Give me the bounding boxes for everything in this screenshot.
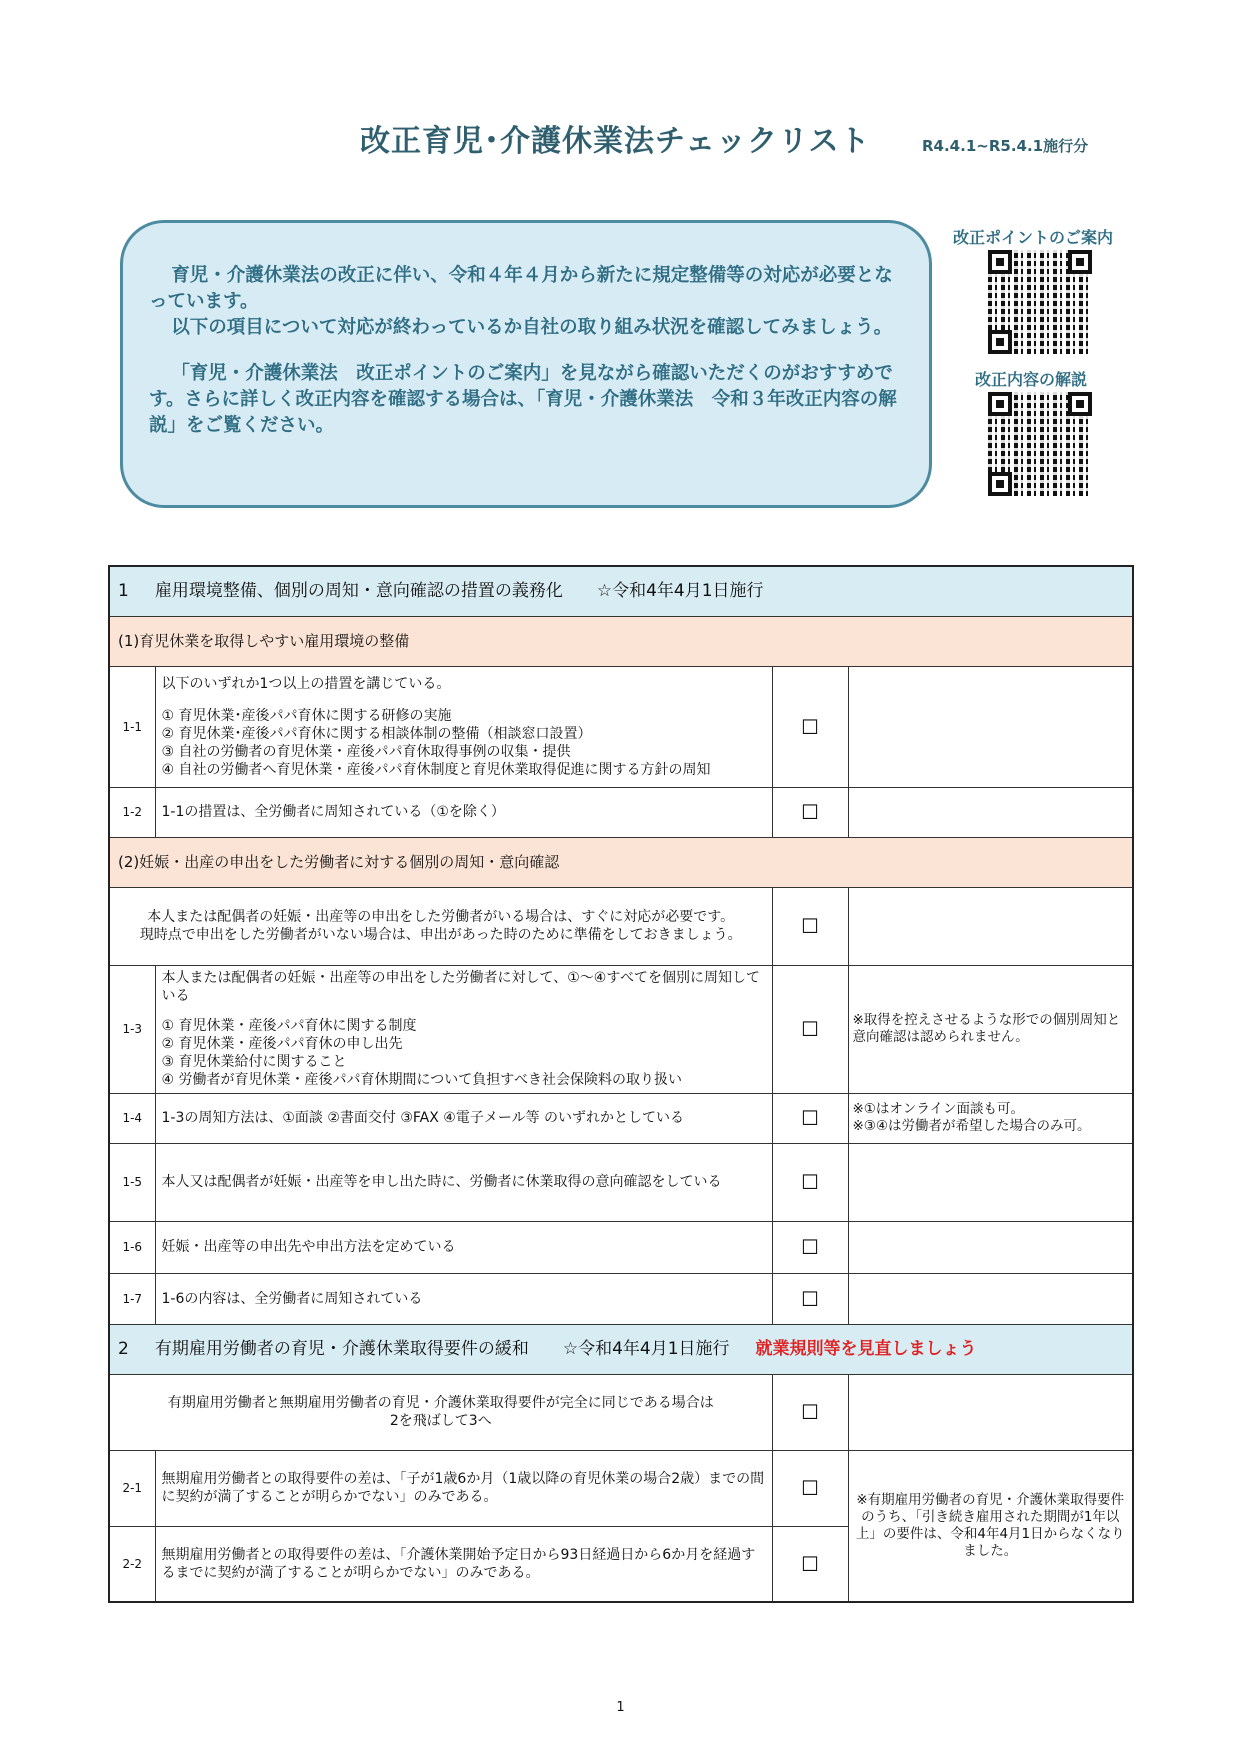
- shared-note: ※有期雇用労働者の育児・介護休業取得要件のうち、「引き続き雇用された期間が1年以上」の要件は、令和4年4月1日からなくなりました。: [848, 1450, 1133, 1602]
- checkbox[interactable]: ☐: [772, 787, 848, 837]
- page-number: 1: [616, 1700, 625, 1715]
- note-cell: [848, 1221, 1133, 1273]
- table-row: [109, 1450, 1133, 1526]
- item-line: ② 育児休業・産後パパ育休の申し出先: [161, 1036, 403, 1052]
- section-title: 有期雇用労働者の育児・介護休業取得要件の緩和: [154, 1339, 529, 1359]
- item-line: ④ 自社の労働者へ育児休業・産後パパ育休制度と育児休業取得促進に関する方針の周知: [161, 761, 711, 778]
- table-row: [109, 965, 1133, 1093]
- intro-paragraph-3: 「育児・介護休業法 改正ポイントのご案内」を見ながら確認いただくのがおすすめです。さらに詳しく改正内容を確認する場合は、「育児・介護休業法 令和３年改正内容の解説」をご覧ください。: [149, 363, 897, 436]
- item-lead: 本人または配偶者の妊娠・出産等の申出をした労働者に対して、①～④すべてを個別に周知している: [161, 970, 761, 1004]
- checkbox[interactable]: ☐: [772, 1526, 848, 1602]
- page-title: 改正育児･介護休業法チェックリスト: [360, 124, 871, 159]
- table-row: [109, 787, 1133, 837]
- item-line: ③ 自社の労働者の育児休業・産後パパ育休取得事例の収集・提供: [161, 743, 571, 760]
- note-cell: [848, 1273, 1133, 1324]
- note-cell: [848, 666, 1133, 787]
- subsection-2-header: [109, 837, 1133, 887]
- item-text: [155, 666, 772, 787]
- checkbox[interactable]: ☐: [772, 1374, 848, 1450]
- section-date: ☆令和4年4月1日施行: [596, 581, 764, 602]
- item-id: 1-7: [109, 1273, 155, 1324]
- subsection-title: (2)妊娠・出産の申出をした労働者に対する個別の周知・意向確認: [109, 837, 1133, 887]
- intro-paragraph-1: 育児・介護休業法の改正に伴い、令和４年４月から新たに規定整備等の対応が必要となっています。: [149, 265, 893, 312]
- subsection-1-header: [109, 616, 1133, 666]
- subsection-title: (1)育児休業を取得しやすい雇用環境の整備: [109, 616, 1133, 666]
- item-id: 1-4: [109, 1093, 155, 1143]
- table-row: [109, 1221, 1133, 1273]
- table-row: [109, 1093, 1133, 1143]
- checkbox[interactable]: ☐: [772, 1221, 848, 1273]
- item-id: 2-2: [109, 1526, 155, 1602]
- item-lead: 以下のいずれか1つ以上の措置を講じている。: [161, 675, 451, 692]
- checkbox[interactable]: ☐: [772, 965, 848, 1093]
- section-title: 雇用環境整備、個別の周知・意向確認の措置の義務化: [154, 581, 563, 602]
- qr-code-icon[interactable]: [988, 392, 1092, 496]
- item-text: 本人又は配偶者が妊娠・出産等を申し出た時に、労働者に休業取得の意向確認をしている: [155, 1143, 772, 1221]
- pre-note-line: 現時点で申出をした労働者がいない場合は、申出があった時のために準備をしておきましょう。: [139, 927, 742, 943]
- item-id: 1-6: [109, 1221, 155, 1273]
- note-cell: [848, 1093, 1133, 1143]
- table-row: [109, 666, 1133, 787]
- table-row: [109, 1273, 1133, 1324]
- note-line: ※③④は労働者が希望した場合のみ可。: [852, 1118, 1091, 1134]
- item-line: ① 育児休業･産後パパ育休に関する研修の実施: [161, 707, 452, 724]
- section-date: ☆令和4年4月1日施行: [562, 1339, 730, 1359]
- checkbox[interactable]: ☐: [772, 887, 848, 965]
- intro-box: [120, 220, 932, 508]
- item-id: 1-5: [109, 1143, 155, 1221]
- pre-note-line: 本人または配偶者の妊娠・出産等の申出をした労働者がいる場合は、すぐに対応が必要です。: [147, 909, 735, 925]
- item-id: 1-2: [109, 787, 155, 837]
- callout-text: 就業規則等を見直しましょう: [755, 1339, 977, 1359]
- item-line: ① 育児休業・産後パパ育休に関する制度: [161, 1018, 417, 1034]
- checkbox[interactable]: ☐: [772, 1093, 848, 1143]
- section-1-header: [109, 566, 1133, 616]
- checkbox[interactable]: ☐: [772, 1450, 848, 1526]
- pre-note-line: 有期雇用労働者と無期雇用労働者の育児・介護休業取得要件が完全に同じである場合は: [167, 1395, 714, 1411]
- note-line: ※①はオンライン面談も可。: [852, 1101, 1025, 1117]
- checkbox[interactable]: ☐: [772, 1273, 848, 1324]
- item-text: 1-1の措置は、全労働者に周知されている（①を除く）: [155, 787, 772, 837]
- note-cell: [848, 887, 1133, 965]
- qr-label-commentary: 改正内容の解説: [975, 370, 1088, 389]
- checkbox[interactable]: ☐: [772, 666, 848, 787]
- item-text: 妊娠・出産等の申出先や申出方法を定めている: [155, 1221, 772, 1273]
- item-text: [155, 965, 772, 1093]
- effective-period: R4.4.1~R5.4.1施行分: [922, 137, 1089, 155]
- item-line: ② 育児休業･産後パパ育休に関する相談体制の整備（相談窓口設置）: [161, 725, 592, 742]
- item-text: 1-6の内容は、全労働者に周知されている: [155, 1273, 772, 1324]
- qr-label-points: 改正ポイントのご案内: [953, 228, 1114, 247]
- note-cell: [848, 1143, 1133, 1221]
- item-id: 1-1: [109, 666, 155, 787]
- table-row: [109, 887, 1133, 965]
- item-id: 2-1: [109, 1450, 155, 1526]
- item-text: 無期雇用労働者との取得要件の差は、「子が1歳6か月（1歳以降の育児休業の場合2歳）までの間に契約が満了することが明らかでない」のみである。: [155, 1450, 772, 1526]
- note-cell: [848, 787, 1133, 837]
- pre-note: [109, 1374, 772, 1450]
- checklist-table: [108, 565, 1134, 1603]
- section-number: 1: [118, 581, 129, 602]
- table-row: [109, 1374, 1133, 1450]
- pre-note: [109, 887, 772, 965]
- table-row: [109, 1143, 1133, 1221]
- section-number: 2: [118, 1339, 129, 1359]
- item-text: 1-3の周知方法は、①面談 ②書面交付 ③FAX ④電子メール等 のいずれかとしている: [155, 1093, 772, 1143]
- section-2-header: [109, 1324, 1133, 1374]
- item-line: ④ 労働者が育児休業・産後パパ育休期間について負担すべき社会保険料の取り扱い: [161, 1072, 682, 1088]
- item-id: 1-3: [109, 965, 155, 1093]
- checkbox[interactable]: ☐: [772, 1143, 848, 1221]
- intro-paragraph-2: 以下の項目について対応が終わっているか自社の取り組み状況を確認してみましょう。: [171, 317, 893, 338]
- item-text: 無期雇用労働者との取得要件の差は、「介護休業開始予定日から93日経過日から6か月を経過するまでに契約が満了することが明らかでない」のみである。: [155, 1526, 772, 1602]
- pre-note-line: 2を飛ばして3へ: [389, 1413, 492, 1429]
- item-line: ③ 育児休業給付に関すること: [161, 1054, 347, 1070]
- note-cell: [848, 1374, 1133, 1450]
- qr-code-icon[interactable]: [988, 250, 1092, 354]
- note-cell: ※取得を控えさせるような形での個別周知と意向確認は認められません。: [848, 965, 1133, 1093]
